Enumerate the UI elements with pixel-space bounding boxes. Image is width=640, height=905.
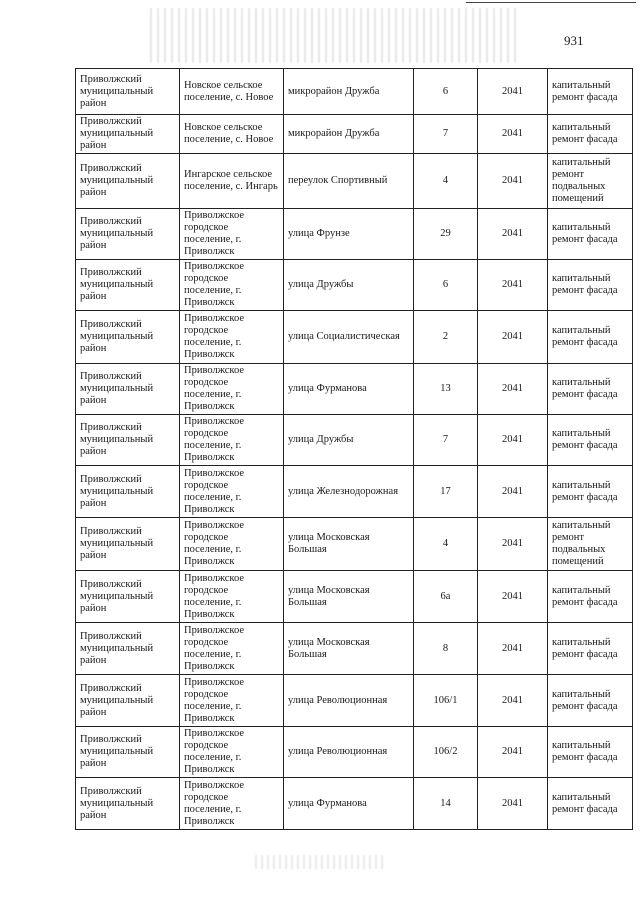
table-row bbox=[76, 571, 633, 623]
year-cell: 2041 bbox=[478, 154, 548, 209]
scan-top-rule bbox=[466, 2, 636, 3]
street-cell: улица Фурманова bbox=[284, 778, 414, 830]
district-cell: Приволжский муниципальный район bbox=[76, 364, 180, 415]
street-cell: микрорайон Дружба bbox=[284, 69, 414, 115]
house-number-cell: 14 bbox=[414, 778, 478, 830]
table-row bbox=[76, 466, 633, 518]
street-cell: улица Революционная bbox=[284, 675, 414, 727]
work-type-cell: капитальный ремонт фасада bbox=[548, 675, 633, 727]
house-number-cell: 7 bbox=[414, 415, 478, 466]
settlement-cell: Новское сельское поселение, с. Новое bbox=[180, 115, 284, 154]
district-cell: Приволжский муниципальный район bbox=[76, 209, 180, 260]
house-number-cell: 13 bbox=[414, 364, 478, 415]
street-cell: улица Фурманова bbox=[284, 364, 414, 415]
work-type-cell: капитальный ремонт подвальных помещений bbox=[548, 518, 633, 571]
district-cell: Приволжский муниципальный район bbox=[76, 311, 180, 364]
district-cell: Приволжский муниципальный район bbox=[76, 518, 180, 571]
street-cell: переулок Спортивный bbox=[284, 154, 414, 209]
settlement-cell: Приволжское городское поселение, г. Приволжск bbox=[180, 260, 284, 311]
table-row bbox=[76, 727, 633, 778]
district-cell: Приволжский муниципальный район bbox=[76, 115, 180, 154]
year-cell: 2041 bbox=[478, 364, 548, 415]
settlement-cell: Приволжское городское поселение, г. Приволжск bbox=[180, 466, 284, 518]
scan-artifact-header bbox=[150, 8, 520, 63]
settlement-cell: Приволжское городское поселение, г. Приволжск bbox=[180, 727, 284, 778]
table-row bbox=[76, 260, 633, 311]
year-cell: 2041 bbox=[478, 675, 548, 727]
district-cell: Приволжский муниципальный район bbox=[76, 571, 180, 623]
work-type-cell: капитальный ремонт фасада bbox=[548, 415, 633, 466]
settlement-cell: Приволжское городское поселение, г. Приволжск bbox=[180, 311, 284, 364]
district-cell: Приволжский муниципальный район bbox=[76, 415, 180, 466]
settlement-cell: Приволжское городское поселение, г. Приволжск bbox=[180, 571, 284, 623]
work-type-cell: капитальный ремонт фасада bbox=[548, 364, 633, 415]
work-type-cell: капитальный ремонт фасада bbox=[548, 115, 633, 154]
district-cell: Приволжский муниципальный район bbox=[76, 623, 180, 675]
scan-artifact-footer bbox=[255, 855, 385, 869]
settlement-cell: Приволжское городское поселение, г. Приволжск bbox=[180, 209, 284, 260]
year-cell: 2041 bbox=[478, 415, 548, 466]
year-cell: 2041 bbox=[478, 209, 548, 260]
district-cell: Приволжский муниципальный район bbox=[76, 260, 180, 311]
year-cell: 2041 bbox=[478, 571, 548, 623]
district-cell: Приволжский муниципальный район bbox=[76, 778, 180, 830]
table-row bbox=[76, 115, 633, 154]
table-row bbox=[76, 311, 633, 364]
settlement-cell: Новское сельское поселение, с. Новое bbox=[180, 69, 284, 115]
house-number-cell: 8 bbox=[414, 623, 478, 675]
house-number-cell: 7 bbox=[414, 115, 478, 154]
house-number-cell: 6 bbox=[414, 69, 478, 115]
settlement-cell: Приволжское городское поселение, г. Приволжск bbox=[180, 364, 284, 415]
work-type-cell: капитальный ремонт фасада bbox=[548, 260, 633, 311]
work-type-cell: капитальный ремонт фасада bbox=[548, 778, 633, 830]
street-cell: улица Московская Большая bbox=[284, 571, 414, 623]
work-type-cell: капитальный ремонт фасада bbox=[548, 209, 633, 260]
year-cell: 2041 bbox=[478, 778, 548, 830]
house-number-cell: 2 bbox=[414, 311, 478, 364]
table-row bbox=[76, 69, 633, 115]
street-cell: улица Фрунзе bbox=[284, 209, 414, 260]
district-cell: Приволжский муниципальный район bbox=[76, 675, 180, 727]
housing-repair-table bbox=[75, 68, 633, 830]
house-number-cell: 106/2 bbox=[414, 727, 478, 778]
street-cell: микрорайон Дружба bbox=[284, 115, 414, 154]
street-cell: улица Железнодорожная bbox=[284, 466, 414, 518]
settlement-cell: Приволжское городское поселение, г. Приволжск bbox=[180, 778, 284, 830]
table-body bbox=[76, 69, 633, 830]
work-type-cell: капитальный ремонт фасада bbox=[548, 727, 633, 778]
table-row bbox=[76, 154, 633, 209]
house-number-cell: 29 bbox=[414, 209, 478, 260]
table-row bbox=[76, 209, 633, 260]
work-type-cell: капитальный ремонт фасада bbox=[548, 571, 633, 623]
street-cell: улица Дружбы bbox=[284, 260, 414, 311]
street-cell: улица Революционная bbox=[284, 727, 414, 778]
table-row bbox=[76, 415, 633, 466]
page-number: 931 bbox=[564, 33, 584, 48]
street-cell: улица Московская Большая bbox=[284, 623, 414, 675]
work-type-cell: капитальный ремонт фасада bbox=[548, 623, 633, 675]
year-cell: 2041 bbox=[478, 260, 548, 311]
year-cell: 2041 bbox=[478, 623, 548, 675]
district-cell: Приволжский муниципальный район bbox=[76, 69, 180, 115]
settlement-cell: Приволжское городское поселение, г. Приволжск bbox=[180, 415, 284, 466]
year-cell: 2041 bbox=[478, 518, 548, 571]
street-cell: улица Московская Большая bbox=[284, 518, 414, 571]
year-cell: 2041 bbox=[478, 727, 548, 778]
settlement-cell: Ингарское сельское поселение, с. Ингарь bbox=[180, 154, 284, 209]
district-cell: Приволжский муниципальный район bbox=[76, 727, 180, 778]
work-type-cell: капитальный ремонт подвальных помещений bbox=[548, 154, 633, 209]
house-number-cell: 6а bbox=[414, 571, 478, 623]
house-number-cell: 6 bbox=[414, 260, 478, 311]
street-cell: улица Социалистическая bbox=[284, 311, 414, 364]
work-type-cell: капитальный ремонт фасада bbox=[548, 466, 633, 518]
year-cell: 2041 bbox=[478, 115, 548, 154]
house-number-cell: 106/1 bbox=[414, 675, 478, 727]
settlement-cell: Приволжское городское поселение, г. Приволжск bbox=[180, 518, 284, 571]
table-row bbox=[76, 623, 633, 675]
district-cell: Приволжский муниципальный район bbox=[76, 466, 180, 518]
settlement-cell: Приволжское городское поселение, г. Приволжск bbox=[180, 623, 284, 675]
house-number-cell: 17 bbox=[414, 466, 478, 518]
house-number-cell: 4 bbox=[414, 518, 478, 571]
district-cell: Приволжский муниципальный район bbox=[76, 154, 180, 209]
street-cell: улица Дружбы bbox=[284, 415, 414, 466]
table-row bbox=[76, 518, 633, 571]
year-cell: 2041 bbox=[478, 311, 548, 364]
year-cell: 2041 bbox=[478, 69, 548, 115]
settlement-cell: Приволжское городское поселение, г. Приволжск bbox=[180, 675, 284, 727]
work-type-cell: капитальный ремонт фасада bbox=[548, 69, 633, 115]
house-number-cell: 4 bbox=[414, 154, 478, 209]
work-type-cell: капитальный ремонт фасада bbox=[548, 311, 633, 364]
table-row bbox=[76, 675, 633, 727]
table-row bbox=[76, 364, 633, 415]
year-cell: 2041 bbox=[478, 466, 548, 518]
table-row bbox=[76, 778, 633, 830]
